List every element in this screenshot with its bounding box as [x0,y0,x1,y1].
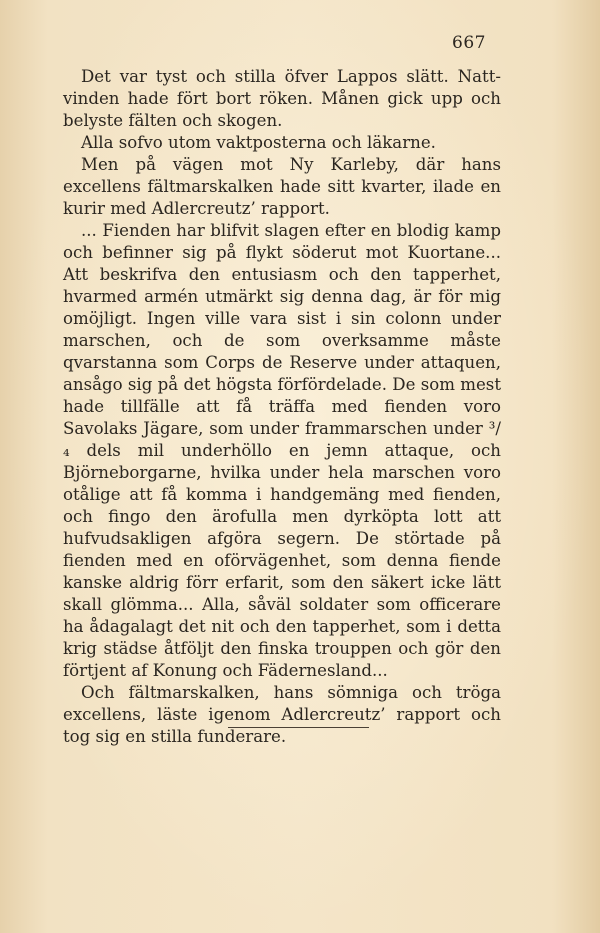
section-divider [228,727,369,728]
paragraph-night: Det var tyst och stilla öfver Lappos slätt. Nattvinden hade fört bort röken. Månen gick upp och belyste fälten och skogen. [63,67,501,130]
paragraph-courier: Men på vägen mot Ny Karleby, där hans excellens fältmarskalken hade sitt kvarter, ilade en kurir med Adlercreutz’ rapport. [63,155,501,218]
paragraph-sleep: Alla sofvo utom vaktposterna och läkarne. [81,133,436,152]
body-text [63,66,501,748]
paragraph-fieldmarshal: Och fältmarskalken, hans sömniga och tröga excellens, läste igenom Adlercreutz’ rapport och tog sig en stilla funderare. [63,683,501,746]
paragraph-report: ... Fienden har blifvit slagen efter en blodig kamp och befinner sig på flykt söderut mot Kuortane... Att beskrifva den entusiasm och den tapperhet, hvarmed armén utmärkt sig denna dag, är för mig omöjligt. Ingen ville vara sist i sin colonn under marschen, och de som overksamme måste qvarstanna som Corps de Reserve under attaquen, ansågo sig på det högsta förfördelade. De som mest hade tillfälle att få träffa med fienden voro Savolaks Jägare, som under frammarschen under ³/₄ dels mil underhöllo en jemn attaque, och Björneborgarne, hvilka under hela marschen voro otålige att få komma i handgemäng med fienden, och fingo den ärofulla men dyrköpta lott att hufvudsakligen afgöra segern. De störtade på fienden med en oförvägenhet, som denna fiende kanske aldrig förr erfarit, som den säkert icke lätt skall glömma... Alla, såväl soldater som officerare ha ådagalagt det nit och den tapperhet, som i detta krig städse åtföljt den finska trouppen och gör den förtjent af Konung och Fädernesland... [63,221,501,680]
page-number: 667 [452,33,486,53]
